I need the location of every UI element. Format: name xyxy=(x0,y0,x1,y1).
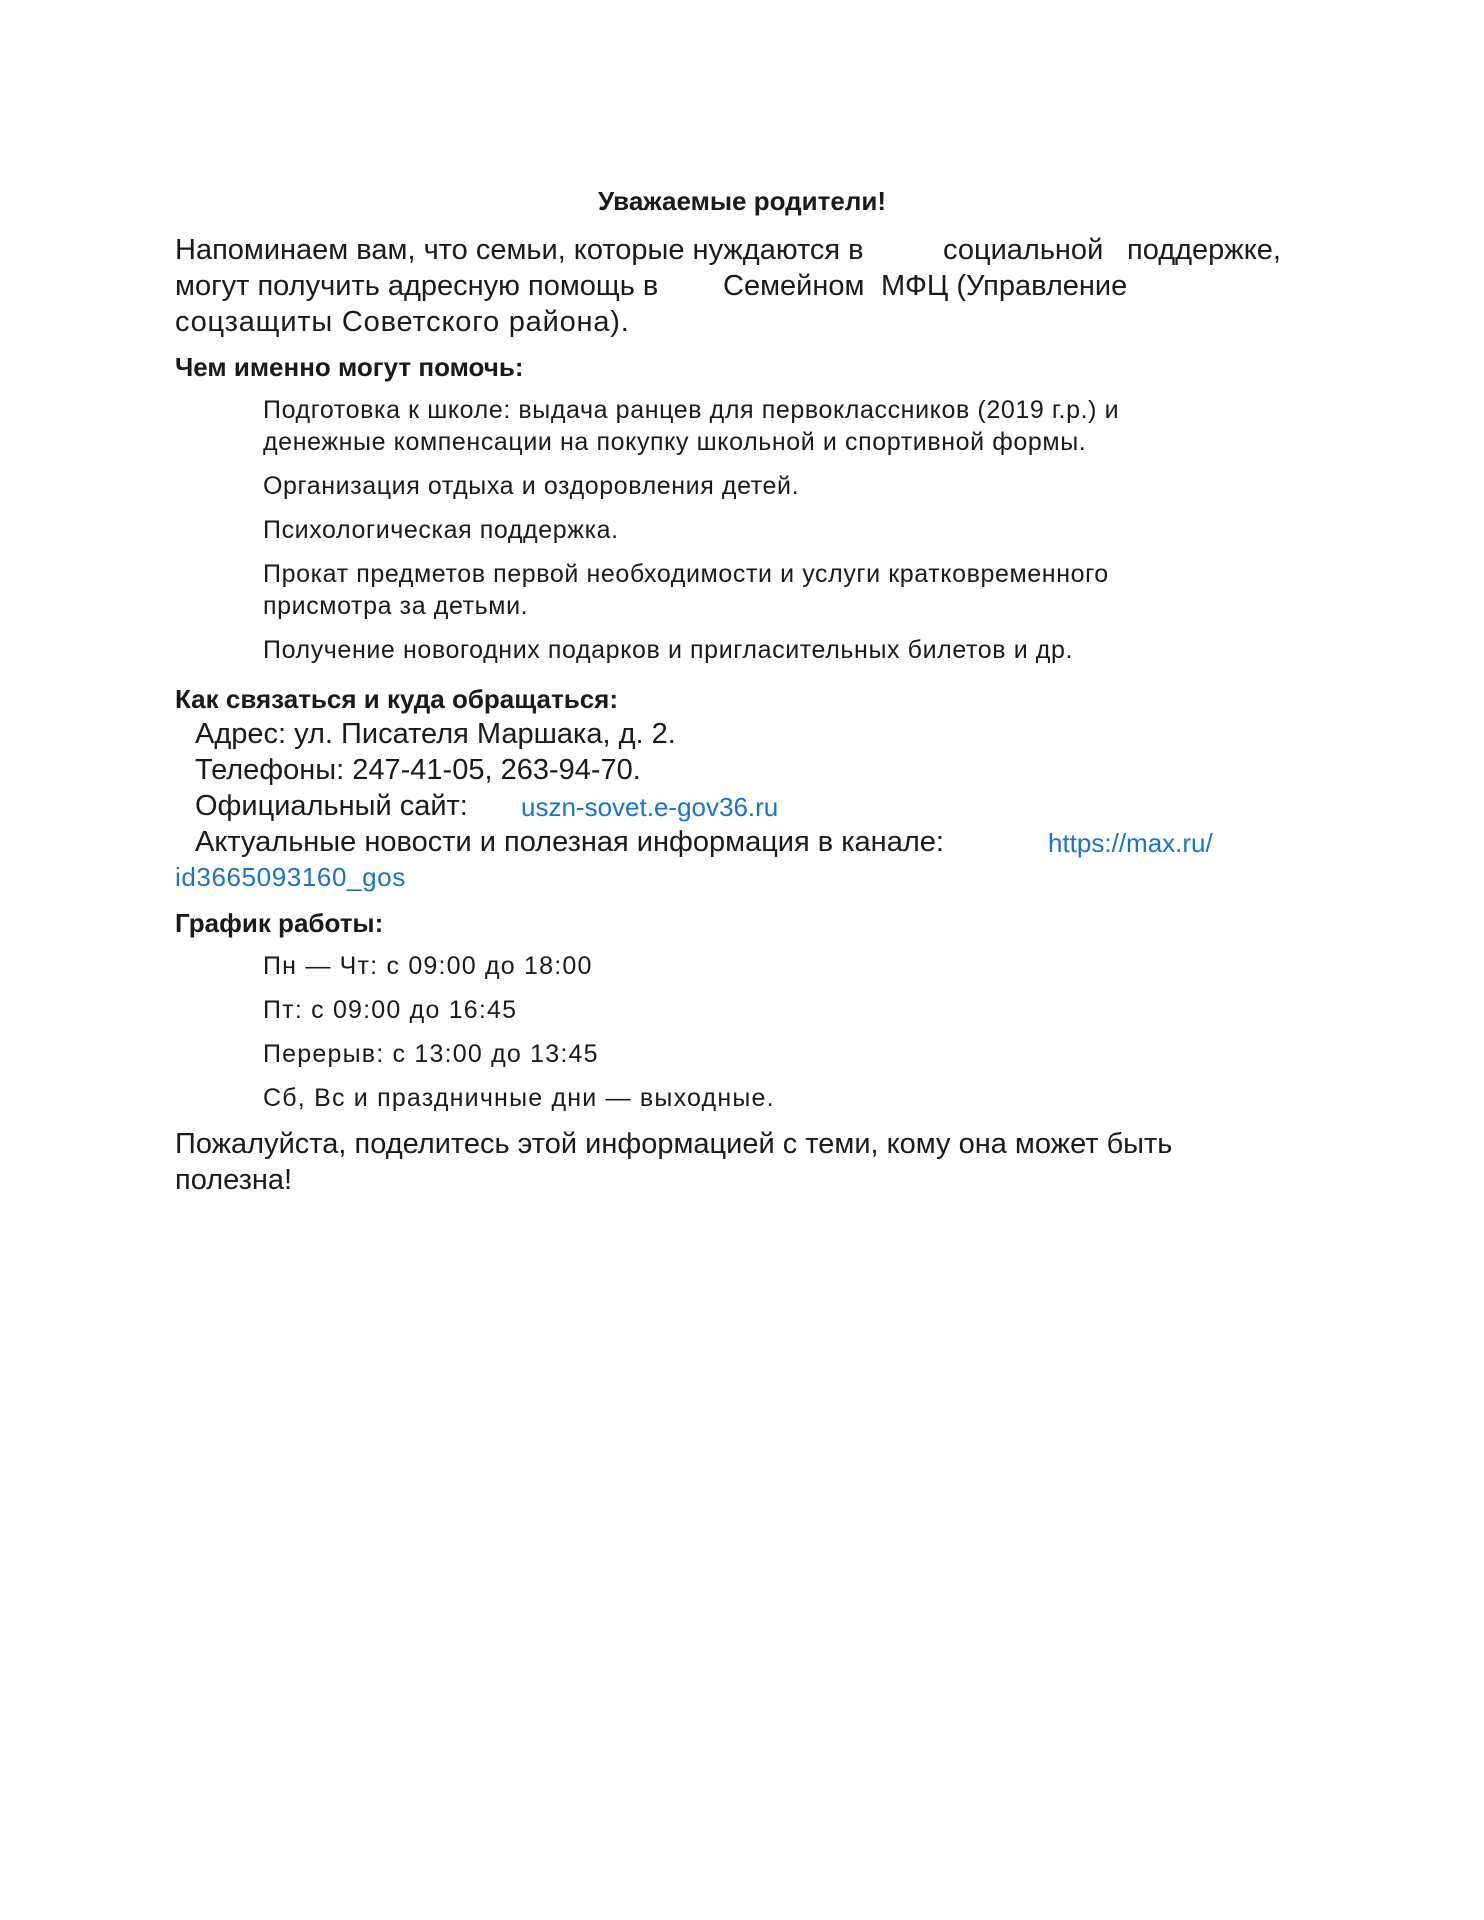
channel-link-continued[interactable]: id3665093160_gos xyxy=(175,862,406,892)
page-title: Уважаемые родители! xyxy=(598,186,886,216)
contacts-phones: Телефоны: 247-41-05, 263-94-70. xyxy=(195,754,641,786)
help-item-1-line-1: Подготовка к школе: выдача ранцев для первоклассников (2019 г.р.) и xyxy=(263,396,1120,424)
intro-line-1c: поддержке, xyxy=(1127,234,1281,266)
help-item-5: Получение новогодних подарков и пригласительных билетов и др. xyxy=(263,636,1074,664)
schedule-item-weekend: Сб, Вс и праздничные дни — выходные. xyxy=(263,1084,775,1112)
contacts-channel-label: Актуальные новости и полезная информация в канале: xyxy=(195,826,944,858)
intro-line-2c: МФЦ (Управление xyxy=(881,270,1128,302)
schedule-item-fri: Пт: с 09:00 до 16:45 xyxy=(263,996,518,1024)
intro-line-1b: социальной xyxy=(943,234,1104,266)
help-item-3: Психологическая поддержка. xyxy=(263,516,619,544)
contacts-heading: Как связаться и куда обращаться: xyxy=(175,684,618,714)
contacts-address: Адрес: ул. Писателя Маршака, д. 2. xyxy=(195,718,676,750)
help-item-2: Организация отдыха и оздоровления детей. xyxy=(263,472,800,500)
help-heading: Чем именно могут помочь: xyxy=(175,352,524,382)
closing-line-1: Пожалуйста, поделитесь этой информацией с теми, кому она может быть xyxy=(175,1128,1173,1160)
intro-line-2b: Семейном xyxy=(723,270,865,302)
help-item-4-line-2: присмотра за детьми. xyxy=(263,592,529,620)
schedule-item-break: Перерыв: с 13:00 до 13:45 xyxy=(263,1040,599,1068)
closing-line-2: полезна! xyxy=(175,1164,293,1196)
site-link[interactable]: uszn-sovet.e-gov36.ru xyxy=(521,792,779,822)
help-item-1-line-2: денежные компенсации на покупку школьной и спортивной формы. xyxy=(263,428,1087,456)
schedule-item-mon-thu: Пн — Чт: с 09:00 до 18:00 xyxy=(263,952,593,980)
intro-line-1a: Напоминаем вам, что семьи, которые нуждаются в xyxy=(175,234,864,266)
help-item-4-line-1: Прокат предметов первой необходимости и услуги кратковременного xyxy=(263,560,1109,588)
intro-line-2a: могут получить адресную помощь в xyxy=(175,270,659,302)
schedule-heading: График работы: xyxy=(175,908,384,938)
contacts-site-label: Официальный сайт: xyxy=(195,790,468,822)
channel-link[interactable]: https://max.ru/ xyxy=(1048,828,1213,858)
intro-line-3: соцзащиты Советского района). xyxy=(175,306,630,338)
